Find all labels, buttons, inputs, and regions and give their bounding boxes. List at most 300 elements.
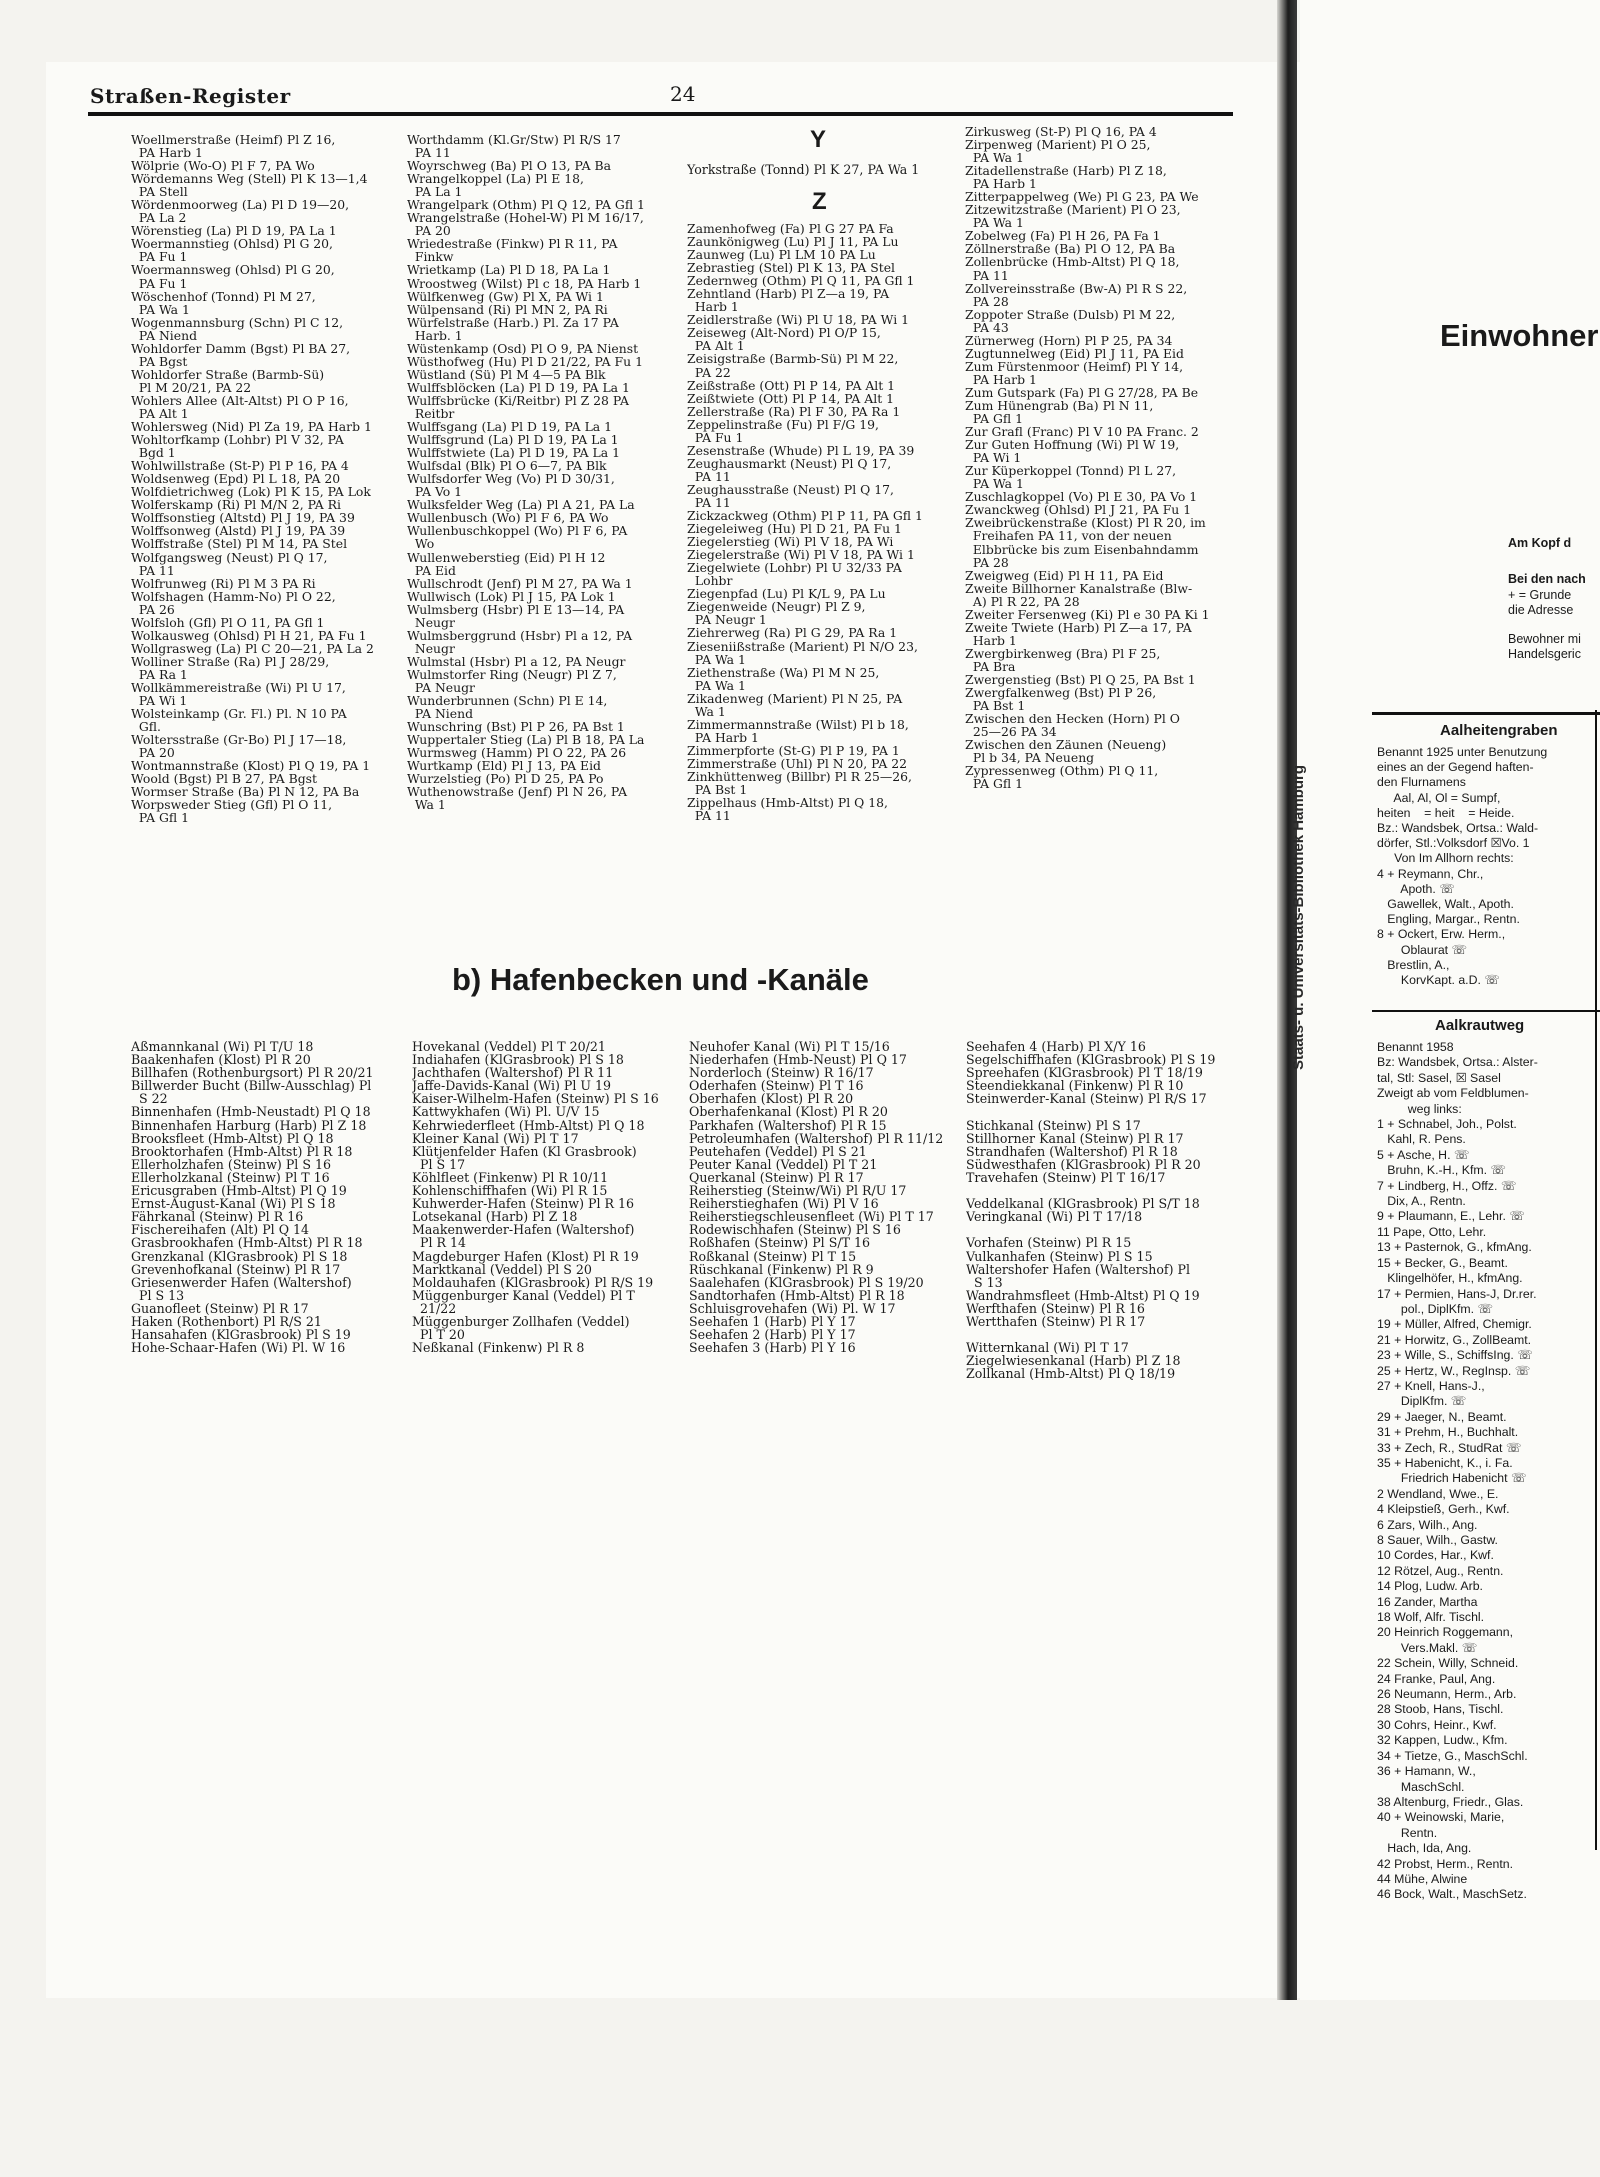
list-item: Wolfgangsweg (Neust) Pl Q 17, <box>131 549 328 565</box>
list-item: Zeidlerstraße (Wi) Pl U 18, PA Wi 1 <box>687 312 909 328</box>
list-item: Waltershofer Hafen (Waltershof) Pl <box>966 1261 1190 1277</box>
list-item: PA Wi 1 <box>965 450 1022 466</box>
list-item: Zollvereinsstraße (Bw-A) Pl R S 22, <box>965 280 1188 296</box>
list-item: Wolffstraße (Stel) Pl M 14, PA Stel <box>131 536 348 552</box>
list-item: Neugr <box>407 640 455 656</box>
list-item: Zwanckweg (Ohlsd) Pl J 21, PA Fu 1 <box>965 502 1192 518</box>
list-item: Wriedestraße (Finkw) Pl R 11, PA <box>407 236 618 252</box>
note-line-3: + = Grunde <box>1508 588 1572 602</box>
list-item: PA Harb 1 <box>965 176 1037 192</box>
list-item: PA Eid <box>407 562 456 578</box>
list-item: Woermannsweg (Ohlsd) Pl G 20, <box>131 262 335 278</box>
note-line-1: Am Kopf d <box>1508 536 1572 550</box>
list-item: PA 22 <box>687 364 731 380</box>
list-item: Grevenhofkanal (Steinw) Pl R 17 <box>131 1261 341 1277</box>
list-item: Wulffsgrund (La) Pl D 19, PA La 1 <box>407 432 619 448</box>
list-item: Harb 1 <box>687 299 739 315</box>
list-item: PA Bra <box>965 658 1016 674</box>
list-item: Magdeburger Hafen (Klost) Pl R 19 <box>412 1248 639 1264</box>
list-item: Zellerstraße (Ra) Pl F 30, PA Ra 1 <box>687 403 901 419</box>
list-item: PA Fu 1 <box>131 249 188 265</box>
list-item: Binnenhafen (Hmb-Neustadt) Pl Q 18 <box>131 1104 371 1120</box>
list-item: PA 11 <box>687 468 731 484</box>
list-item: Wullenweberstieg (Eid) Pl H 12 <box>407 549 606 565</box>
list-item: Ziegelwiesenkanal (Harb) Pl Z 18 <box>966 1353 1181 1369</box>
list-item: Vulkanhafen (Steinw) Pl S 15 <box>966 1248 1153 1264</box>
list-item: Wolfsloh (Gfl) Pl O 11, PA Gfl 1 <box>131 614 325 630</box>
list-item: Zur Guten Hoffnung (Wi) Pl W 19, <box>965 437 1180 453</box>
list-item: Seehafen 2 (Harb) Pl Y 17 <box>689 1327 856 1343</box>
list-item: Kleiner Kanal (Wi) Pl T 17 <box>412 1130 579 1146</box>
list-item: Jachthafen (Waltershof) Pl R 11 <box>412 1065 614 1081</box>
list-item: Zollenbrücke (Hmb-Altst) Pl Q 18, <box>965 254 1180 270</box>
list-item: Querkanal (Steinw) Pl R 17 <box>689 1169 864 1185</box>
list-item: Zur Grafl (Franc) Pl V 10 PA Franc. 2 <box>965 424 1199 440</box>
list-item: PA 11 <box>687 494 731 510</box>
note-line-4: die Adresse <box>1508 603 1574 617</box>
list-item: PA Bst 1 <box>965 698 1026 714</box>
list-item: Zwergfalkenweg (Bst) Pl P 26, <box>965 685 1157 701</box>
list-item: Wunschring (Bst) Pl P 26, PA Bst 1 <box>407 719 625 735</box>
list-item: Kaiser-Wilhelm-Hafen (Steinw) Pl S 16 <box>412 1091 659 1107</box>
list-item: Indiahafen (KlGrasbrook) Pl S 18 <box>412 1052 624 1068</box>
list-item: Haken (Rothenbort) Pl R/S 21 <box>131 1313 322 1329</box>
list-item: Brooksfleet (Hmb-Altst) Pl Q 18 <box>131 1130 334 1146</box>
header-rule <box>88 112 1233 116</box>
list-item: Veringkanal (Wi) Pl T 17/18 <box>966 1209 1143 1225</box>
list-item: PA Harb 1 <box>131 145 203 161</box>
list-item: Wulfsdal (Blk) Pl O 6—7, PA Blk <box>407 458 607 474</box>
list-item: Neßkanal (Finkenw) Pl R 8 <box>412 1340 585 1355</box>
list-item: Kehrwiederfleet (Hmb-Altst) Pl Q 18 <box>412 1117 645 1133</box>
list-item: Ellerholzkanal (Steinw) Pl T 16 <box>131 1169 330 1185</box>
list-item: Petroleumhafen (Waltershof) Pl R 11/12 <box>689 1130 944 1146</box>
list-item: Ellerholzhafen (Steinw) Pl S 16 <box>131 1156 331 1172</box>
list-item: Wörenstieg (La) Pl D 19, PA La 1 <box>131 223 337 239</box>
list-item: Zedernweg (Othm) Pl Q 11, PA Gfl 1 <box>687 273 915 289</box>
list-item: PA Wa 1 <box>965 215 1024 231</box>
list-item: Wohldorfer Damm (Bgst) Pl BA 27, <box>131 340 351 356</box>
list-item: Zamenhofweg (Fa) Pl G 27 PA Fa <box>687 222 894 236</box>
list-item: Wulffsgang (La) Pl D 19, PA La 1 <box>407 419 613 435</box>
list-item: Zirpenweg (Marient) Pl O 25, <box>965 137 1151 153</box>
list-item: Ziegelerstraße (Wi) Pl V 18, PA Wi 1 <box>687 547 915 563</box>
list-item: Vorhafen (Steinw) Pl R 15 <box>966 1235 1132 1251</box>
list-item: Roßhafen (Steinw) Pl S/T 16 <box>689 1235 871 1251</box>
list-item: Finkw <box>407 249 454 265</box>
list-item: Zollkanal (Hmb-Altst) Pl Q 18/19 <box>966 1366 1176 1381</box>
list-item: Kohlenschiffhafen (Wi) Pl R 15 <box>412 1183 608 1199</box>
list-item: Ziegenweide (Neugr) Pl Z 9, <box>687 599 866 615</box>
list-item: PA Bst 1 <box>687 782 748 798</box>
list-item: Reiherstieg (Steinw/Wi) Pl R/U 17 <box>689 1183 907 1199</box>
list-item: PA Vo 1 <box>407 484 463 500</box>
list-item: Wohldorfer Straße (Barmb-Sü) <box>131 366 325 382</box>
list-item: PA Ra 1 <box>131 666 188 682</box>
list-item: Wülpensand (Ri) Pl MN 2, PA Ri <box>407 301 608 317</box>
list-item: Ziegenpfad (Lu) Pl K/L 9, PA Lu <box>687 586 886 602</box>
list-item: Zoppoter Straße (Dulsb) Pl M 22, <box>965 306 1176 322</box>
list-item: Zweibrückenstraße (Klost) Pl R 20, im <box>965 515 1206 531</box>
list-item: Wohltorfkamp (Lohbr) Pl V 32, PA <box>131 432 344 448</box>
list-item: PA Alt 1 <box>131 405 189 421</box>
list-item: Wulffsbrücke (Ki/Reitbr) Pl Z 28 PA <box>407 392 629 408</box>
list-item: Woold (Bgst) Pl B 27, PA Bgst <box>131 771 318 787</box>
list-item: Zeughausmarkt (Neust) Pl Q 17, <box>687 455 892 471</box>
list-item <box>966 1105 1246 1118</box>
list-item: Ziegeleiweg (Hu) Pl D 21, PA Fu 1 <box>687 521 902 537</box>
list-item: PA 28 <box>965 554 1009 570</box>
list-item: Pl S 17 <box>412 1156 466 1172</box>
harbour-column-1 <box>131 1040 406 1354</box>
list-item: Wolliner Straße (Ra) Pl J 28/29, <box>131 653 330 669</box>
list-item: Zeppelinstraße (Fu) Pl F/G 19, <box>687 416 879 432</box>
list-item: PA Harb 1 <box>965 371 1037 387</box>
note-line-5: Bewohner mi <box>1508 632 1581 646</box>
list-item: Wullwisch (Lok) Pl J 15, PA Lok 1 <box>407 588 616 604</box>
list-item: Veddelkanal (KlGrasbrook) Pl S/T 18 <box>966 1196 1200 1212</box>
list-item: Pl M 20/21, PA 22 <box>131 379 252 395</box>
list-item: Yorkstraße (Tonnd) Pl K 27, PA Wa 1 <box>687 163 920 177</box>
list-item: PA 20 <box>131 745 175 761</box>
street-column-3-z <box>687 222 965 822</box>
street-heading-aalheitengraben: Aalheitengraben <box>1440 722 1558 739</box>
list-item: Spreehafen (KlGrasbrook) Pl T 18/19 <box>966 1065 1203 1081</box>
list-item: Klütjenfelder Hafen (Kl Grasbrook) <box>412 1143 637 1159</box>
list-item: Grasbrookhafen (Hmb-Altst) Pl R 18 <box>131 1235 363 1251</box>
list-item: PA 28 <box>965 293 1009 309</box>
list-item: Zeisigstraße (Barmb-Sü) Pl M 22, <box>687 351 899 367</box>
list-item: Sandtorhafen (Hmb-Altst) Pl R 18 <box>689 1287 905 1303</box>
list-item: Zum Hünengrab (Ba) Pl N 11, <box>965 397 1154 413</box>
list-item: PA Fu 1 <box>687 429 744 445</box>
list-item: 25—26 PA 34 <box>965 724 1057 740</box>
street-entries-aalkrautweg: Benannt 1958 Bz: Wandsbek, Ortsa.: Alster- tal, Stl: Sasel, ☒ Sasel Zweigt ab vom Feldblumen- weg links: 1 + Schnabel, Joh., Polst. Kahl, R. Pens. 5 + Asche, H. ☏ Bruhn, K.-H., Kfm. ☏ 7 + Lindberg, H., Offz. ☏ Dix, A., Rentn. 9 + Plaumann, E., Lehr. ☏ 11 Pape, Otto, Lehr. 13 + Pasternok, G., kfmAng. 15 + Becker, G., Beamt. Klingelhöfer, H., kfmAng. 17 + Permien, Hans-J, Dr.rer. pol., DiplKfm. ☏ 19 + Müller, Alfred, Chemigr. 21 + Horwitz, G., ZollBeamt. 23 + Wille, S., SchiffsIng. ☏ 25 + Hertz, W., RegInsp. ☏ 27 + Knell, Hans-J., DiplKfm. ☏ 29 + Jaeger, N., Beamt. 31 + Prehm, H., Buchhalt. 33 + Zech, R., StudRat ☏ 35 + Habenicht, K., i. Fa. Friedrich Habenicht ☏ 2 Wendland, Wwe., E. 4 Kleipstieß, Gerh., Kwf. 6 Zars, Wilh., Ang. 8 Sauer, Wilh., Gastw. 10 Cordes, Har., Kwf. 12 Rötzel, Aug., Rentn. 14 Plog, Ludw. Arb. 16 Zander, Martha 18 Wolf, Alfr. Tischl. 20 Heinrich Roggemann, Vers.Makl. ☏ 22 Schein, Willy, Schneid. 24 Franke, Paul, Ang. 26 Neumann, Herm., Arb. 28 Stoob, Hans, Tischl. 30 Cohrs, Heinr., Kwf. 32 Kappen, Ludw., Kfm. 34 + Tietze, G., MaschSchl. 36 + Hamann, W., MaschSchl. 38 Altenburg, Friedr., Glas. 40 + Weinowski, Marie, Rentn. Hach, Ida, Ang. 42 Probst, Herm., Rentn. 44 Mühe, Alwine 46 Bock, Walt., MaschSetz. <box>1377 1040 1538 1902</box>
list-item: Ziethenstraße (Wa) Pl M N 25, <box>687 664 880 680</box>
list-item: Wroostweg (Wilst) Pl c 18, PA Harb 1 <box>407 275 642 291</box>
list-item: Zweiter Fersenweg (Ki) Pl e 30 PA Ki 1 <box>965 606 1210 622</box>
list-item: Werfthafen (Steinw) Pl R 16 <box>966 1300 1145 1316</box>
list-item: Zieseniißstraße (Marient) Pl N/O 23, <box>687 638 918 654</box>
list-item: Wrangelpark (Othm) Pl Q 12, PA Gfl 1 <box>407 197 645 213</box>
list-item: PA La 1 <box>407 184 463 200</box>
list-item: Norderloch (Steinw) R 16/17 <box>689 1065 874 1081</box>
list-item: Strandhafen (Waltershof) Pl R 18 <box>966 1143 1178 1159</box>
list-item: Würfelstraße (Harb.) Pl. Za 17 PA <box>407 314 619 330</box>
list-item: Zinkhüttenweg (Billbr) Pl R 25—26, <box>687 768 912 784</box>
list-item: Zürnerweg (Horn) Pl P 25, PA 34 <box>965 332 1173 348</box>
list-item: Neugr <box>407 614 455 630</box>
list-item: Wölprie (Wo-O) Pl F 7, PA Wo <box>131 158 315 174</box>
list-item: Rüschkanal (Finkenw) Pl R 9 <box>689 1261 874 1277</box>
list-item: Zwischen den Hecken (Horn) Pl O <box>965 711 1180 727</box>
list-item: PA Neugr 1 <box>687 612 767 628</box>
list-item: Wontmannstraße (Klost) Pl Q 19, PA 1 <box>131 758 371 774</box>
list-item: Wolffsonweg (Alstd) Pl J 19, PA 39 <box>131 523 346 539</box>
list-item: Zobelweg (Fa) Pl H 26, PA Fa 1 <box>965 228 1161 244</box>
list-item: PA 43 <box>965 319 1009 335</box>
note-line-6: Handelsgeric <box>1508 647 1581 661</box>
list-item: PA Niend <box>131 327 198 343</box>
list-item: Seehafen 3 (Harb) Pl Y 16 <box>689 1340 856 1355</box>
list-item: PA 11 <box>965 267 1009 283</box>
list-item: Zikadenweg (Marient) Pl N 25, PA <box>687 690 903 706</box>
list-item: Wa 1 <box>407 797 446 812</box>
list-item: Gfl. <box>131 719 161 735</box>
list-item: Pl T 20 <box>412 1327 465 1343</box>
list-item: Oderhafen (Steinw) Pl T 16 <box>689 1078 864 1094</box>
list-item: Wülfkenweg (Gw) Pl X, PA Wi 1 <box>407 288 604 304</box>
harbour-column-4 <box>966 1040 1246 1380</box>
list-item: Woltersstraße (Gr-Bo) Pl J 17—18, <box>131 732 347 748</box>
list-item: PA Harb 1 <box>687 729 759 745</box>
list-item: PA 11 <box>131 562 175 578</box>
list-item: Wördenmoorweg (La) Pl D 19—20, <box>131 197 350 213</box>
list-item: PA Wa 1 <box>687 677 746 693</box>
list-item: PA 11 <box>687 808 731 823</box>
list-item: PA Wa 1 <box>131 301 190 317</box>
list-item: Brooktorhafen (Hmb-Altst) Pl R 18 <box>131 1143 353 1159</box>
list-item: Wohlwillstraße (St-P) Pl P 16, PA 4 <box>131 458 349 474</box>
list-item: Wunderbrunnen (Schn) Pl E 14, <box>407 693 608 709</box>
register-title: Straßen-Register <box>90 84 291 108</box>
list-item: Neuhofer Kanal (Wi) Pl T 15/16 <box>689 1040 890 1054</box>
list-item: Zeißtwiete (Ott) Pl P 14, PA Alt 1 <box>687 390 894 406</box>
list-item: Wohlers Allee (Alt-Altst) Pl O P 16, <box>131 392 349 408</box>
list-item: Zitadellenstraße (Harb) Pl Z 18, <box>965 163 1167 179</box>
scan-background <box>0 2000 1600 2177</box>
list-item: Zimmermannstraße (Wilst) Pl b 18, <box>687 716 909 732</box>
list-item: Travehafen (Steinw) Pl T 16/17 <box>966 1169 1166 1185</box>
list-item: Wulfsdorfer Weg (Vo) Pl D 30/31, <box>407 471 615 487</box>
list-item: Fährkanal (Steinw) Pl R 16 <box>131 1209 304 1225</box>
list-item: Reitbr <box>407 405 455 421</box>
list-item: Wulmsberg (Hsbr) Pl E 13—14, PA <box>407 601 625 617</box>
right-rule-top <box>1372 712 1600 715</box>
list-item: PA 26 <box>131 601 175 617</box>
right-column-rule <box>1595 710 1597 1850</box>
list-item: 21/22 <box>412 1300 457 1316</box>
list-item: PA La 2 <box>131 210 187 226</box>
list-item: Woyrschweg (Ba) Pl O 13, PA Ba <box>407 158 612 174</box>
list-item: Zugtunnelweg (Eid) Pl J 11, PA Eid <box>965 345 1184 361</box>
list-item: PA Wi 1 <box>131 693 188 709</box>
list-item: PA Wa 1 <box>965 476 1024 492</box>
list-item: Zehntland (Harb) Pl Z—a 19, PA <box>687 286 890 302</box>
list-item: Wa 1 <box>687 703 726 719</box>
list-item: Roßkanal (Steinw) Pl T 15 <box>689 1248 857 1264</box>
list-item: Elbbrücke bis zum Eisenbahndamm <box>965 541 1199 557</box>
list-item: Steendiekkanal (Finkenw) Pl R 10 <box>966 1078 1184 1094</box>
list-item: Seehafen 4 (Harb) Pl X/Y 16 <box>966 1040 1146 1054</box>
list-item: Zuschlagkoppel (Vo) Pl E 30, PA Vo 1 <box>965 489 1198 505</box>
list-item: Zaunkönigweg (Lu) Pl J 11, PA Lu <box>687 234 899 250</box>
list-item: PA Alt 1 <box>687 338 745 354</box>
list-item: Marktkanal (Veddel) Pl S 20 <box>412 1261 592 1277</box>
harbour-column-2 <box>412 1040 687 1354</box>
list-item: Guanofleet (Steinw) Pl R 17 <box>131 1300 309 1316</box>
list-item: PA Gfl 1 <box>965 411 1023 427</box>
list-item: Woldsenweg (Epd) Pl L 18, PA 20 <box>131 471 341 487</box>
list-item: Zitzewitzstraße (Marient) Pl O 23, <box>965 202 1181 218</box>
list-item: Zeughausstraße (Neust) Pl Q 17, <box>687 481 894 497</box>
list-item: Zeiseweg (Alt-Nord) Pl O/P 15, <box>687 325 881 341</box>
list-item: Maakenwerder-Hafen (Waltershof) <box>412 1222 635 1238</box>
list-item: Wrangelkoppel (La) Pl E 18, <box>407 171 584 187</box>
list-item: Ericusgraben (Hmb-Altst) Pl Q 19 <box>131 1183 347 1199</box>
list-item: Rodewischhafen (Steinw) Pl S 16 <box>689 1222 901 1238</box>
list-item: Segelschiffhafen (KlGrasbrook) Pl S 19 <box>966 1052 1216 1068</box>
list-item: Aßmannkanal (Wi) Pl T/U 18 <box>131 1040 314 1054</box>
list-item: Niederhafen (Hmb-Neust) Pl Q 17 <box>689 1052 907 1068</box>
list-item: Seehafen 1 (Harb) Pl Y 17 <box>689 1313 856 1329</box>
street-column-1 <box>131 133 406 824</box>
list-item: Reiherstiegschleusenfleet (Wi) Pl T 17 <box>689 1209 934 1225</box>
list-item: Grenzkanal (KlGrasbrook) Pl S 18 <box>131 1248 348 1264</box>
list-item: Moldauhafen (KlGrasbrook) Pl R/S 19 <box>412 1274 654 1290</box>
list-item: PA 11 <box>407 145 451 161</box>
list-item: PA Gfl 1 <box>965 776 1023 791</box>
list-item: Zitterpappelweg (We) Pl G 23, PA We <box>965 189 1199 205</box>
list-item: PA Gfl 1 <box>131 810 189 825</box>
list-item: Fischereihafen (Alt) Pl Q 14 <box>131 1222 310 1238</box>
street-column-2 <box>407 133 682 811</box>
list-item: Wrangelstraße (Hohel-W) Pl M 16/17, <box>407 210 644 226</box>
list-item: Müggenburger Zollhafen (Veddel) <box>412 1313 630 1329</box>
list-item: Zur Küperkoppel (Tonnd) Pl L 27, <box>965 463 1177 479</box>
list-item: S 22 <box>131 1091 168 1107</box>
list-item: Saalehafen (KlGrasbrook) Pl S 19/20 <box>689 1274 924 1290</box>
list-item: Witternkanal (Wi) Pl T 17 <box>966 1340 1129 1356</box>
list-item: Wormser Straße (Ba) Pl N 12, PA Ba <box>131 784 360 800</box>
list-item: Zöllnerstraße (Ba) Pl O 12, PA Ba <box>965 241 1176 257</box>
list-item: Zirkusweg (St-P) Pl Q 16, PA 4 <box>965 125 1157 139</box>
list-item: Müggenburger Kanal (Veddel) Pl T <box>412 1287 635 1303</box>
list-item: Zickzackweg (Othm) Pl P 11, PA Gfl 1 <box>687 508 923 524</box>
list-item: Wüsthofweg (Hu) Pl D 21/22, PA Fu 1 <box>407 353 643 369</box>
list-item: Zippelhaus (Hmb-Altst) Pl Q 18, <box>687 795 888 811</box>
list-item: Wulffsblöcken (La) Pl D 19, PA La 1 <box>407 379 630 395</box>
list-item: Wo <box>407 536 435 552</box>
street-column-4 <box>965 125 1245 790</box>
list-item: Wuthenowstraße (Jenf) Pl N 26, PA <box>407 784 628 800</box>
note-line-2: Bei den nach <box>1508 572 1586 586</box>
street-heading-aalkrautweg: Aalkrautweg <box>1435 1017 1525 1034</box>
list-item: Wullenbuschkoppel (Wo) Pl F 6, PA <box>407 523 628 539</box>
list-item: Wurtkamp (Eld) Pl J 13, PA Eid <box>407 758 601 774</box>
list-item: Wolfshagen (Hamm-No) Pl O 22, <box>131 588 336 604</box>
list-item: Wullschrodt (Jenf) Pl M 27, PA Wa 1 <box>407 575 633 591</box>
right-rule-mid <box>1372 1010 1600 1012</box>
list-item: PA Neugr <box>407 679 475 695</box>
harbour-column-3 <box>689 1040 965 1354</box>
list-item: Pl S 13 <box>131 1287 185 1303</box>
list-item: Zwischen den Zäunen (Neueng) <box>965 737 1167 753</box>
section-title-harbours: b) Hafenbecken und -Kanäle <box>452 962 869 997</box>
letter-z: Z <box>812 188 827 215</box>
list-item: Ziegelwiete (Lohbr) Pl U 32/33 PA <box>687 560 902 576</box>
list-item: Stillhorner Kanal (Steinw) Pl R 17 <box>966 1130 1184 1146</box>
list-item: Wurmsweg (Hamm) Pl O 22, PA 26 <box>407 745 627 761</box>
list-item: Ernst-August-Kanal (Wi) Pl S 18 <box>131 1196 336 1212</box>
list-item: Zeißstraße (Ott) Pl P 14, PA Alt 1 <box>687 377 896 393</box>
list-item: Zebrastieg (Stel) Pl K 13, PA Stel <box>687 260 895 276</box>
list-item: Wurzelstieg (Po) Pl D 25, PA Po <box>407 771 604 787</box>
list-item: Stichkanal (Steinw) Pl S 17 <box>966 1117 1141 1133</box>
list-item: Wolfdietrichweg (Lok) Pl K 15, PA Lok <box>131 484 371 500</box>
list-item: Wolffsonstieg (Altstd) Pl J 19, PA 39 <box>131 510 355 526</box>
list-item: Zesenstraße (Whude) Pl L 19, PA 39 <box>687 442 915 458</box>
list-item: Wandrahmsfleet (Hmb-Altst) Pl Q 19 <box>966 1287 1200 1303</box>
list-item: Bgd 1 <box>131 445 176 461</box>
list-item: Wördemanns Weg (Stell) Pl K 13—1,4 <box>131 171 368 187</box>
list-item: Zum Gutspark (Fa) Pl G 27/28, PA Be <box>965 384 1199 400</box>
list-item: Hovekanal (Veddel) Pl T 20/21 <box>412 1040 606 1054</box>
street-column-3-y <box>687 163 965 176</box>
list-item: S 13 <box>966 1274 1003 1290</box>
list-item: PA Stell <box>131 184 188 200</box>
list-item: Zweigweg (Eid) Pl H 11, PA Eid <box>965 567 1164 583</box>
list-item: Worpsweder Stieg (Gfl) Pl O 11, <box>131 797 333 813</box>
library-stamp: Staats- u. Universitäts-Bibliothek Hamburg <box>1290 764 1307 1070</box>
list-item: Wulmsberggrund (Hsbr) Pl a 12, PA <box>407 627 633 643</box>
list-item: Wulffstwiete (La) Pl D 19, PA La 1 <box>407 445 620 461</box>
list-item: Woellmerstraße (Heimf) Pl Z 16, <box>131 133 336 147</box>
list-item: PA Wa 1 <box>965 150 1024 166</box>
list-item: Wertthafen (Steinw) Pl R 17 <box>966 1313 1146 1329</box>
list-item: Billwerder Bucht (Billw-Ausschlag) Pl <box>131 1078 372 1094</box>
list-item: Wolkausweg (Ohlsd) Pl H 21, PA Fu 1 <box>131 627 367 643</box>
list-item: Schluisgrovehafen (Wi) Pl. W 17 <box>689 1300 896 1316</box>
list-item: Lotsekanal (Harb) Pl Z 18 <box>412 1209 578 1225</box>
list-item: PA 20 <box>407 223 451 239</box>
page-number: 24 <box>670 82 696 106</box>
list-item: Wolferskamp (Ri) Pl M/N 2, PA Ri <box>131 497 341 513</box>
list-item: PA Bgst <box>131 353 188 369</box>
list-item: Jaffe-Davids-Kanal (Wi) Pl U 19 <box>412 1078 612 1094</box>
list-item: Wolsteinkamp (Gr. Fl.) Pl. N 10 PA <box>131 706 347 722</box>
list-item: Zweite Twiete (Harb) Pl Z—a 17, PA <box>965 619 1192 635</box>
list-item: Zimmerpforte (St-G) Pl P 19, PA 1 <box>687 742 900 758</box>
list-item: PA Wa 1 <box>687 651 746 667</box>
list-item: A) Pl R 22, PA 28 <box>965 593 1080 609</box>
list-item: Kattwykhafen (Wi) Pl. U/V 15 <box>412 1104 600 1120</box>
list-item: Harb. 1 <box>407 327 463 343</box>
list-item: Wöschenhof (Tonnd) Pl M 27, <box>131 288 316 304</box>
list-item: Lohbr <box>687 573 733 589</box>
list-item: Wogenmannsburg (Schn) Pl C 12, <box>131 314 344 330</box>
list-item: Kuhwerder-Hafen (Steinw) Pl R 16 <box>412 1196 635 1212</box>
list-item: Parkhafen (Waltershof) Pl R 15 <box>689 1117 887 1133</box>
list-item: Zweite Billhorner Kanalstraße (Blw- <box>965 580 1193 596</box>
list-item: Reiherstieghafen (Wi) Pl V 16 <box>689 1196 879 1212</box>
list-item: Oberhafenkanal (Klost) Pl R 20 <box>689 1104 888 1120</box>
list-item: Oberhafen (Klost) Pl R 20 <box>689 1091 854 1107</box>
list-item: Südwesthafen (KlGrasbrook) Pl R 20 <box>966 1156 1201 1172</box>
list-item: Baakenhafen (Klost) Pl R 20 <box>131 1052 311 1068</box>
list-item: Wullenbusch (Wo) Pl F 6, PA Wo <box>407 510 609 526</box>
list-item: Harb 1 <box>965 632 1017 648</box>
list-item: Zaunweg (Lu) Pl LM 10 PA Lu <box>687 247 876 263</box>
list-item: Ziehrerweg (Ra) Pl G 29, PA Ra 1 <box>687 625 898 641</box>
letter-y: Y <box>810 126 827 153</box>
list-item: Wollkämmereistraße (Wi) Pl U 17, <box>131 679 346 695</box>
list-item: Worthdamm (Kl.Gr/Stw) Pl R/S 17 <box>407 133 621 147</box>
list-item: PA Fu 1 <box>131 275 188 291</box>
list-item: Zwergbirkenweg (Bra) Pl F 25, <box>965 645 1161 661</box>
list-item: Wulmstorfer Ring (Neugr) Pl Z 7, <box>407 666 617 682</box>
list-item: Wulksfelder Weg (La) Pl A 21, PA La <box>407 497 635 513</box>
